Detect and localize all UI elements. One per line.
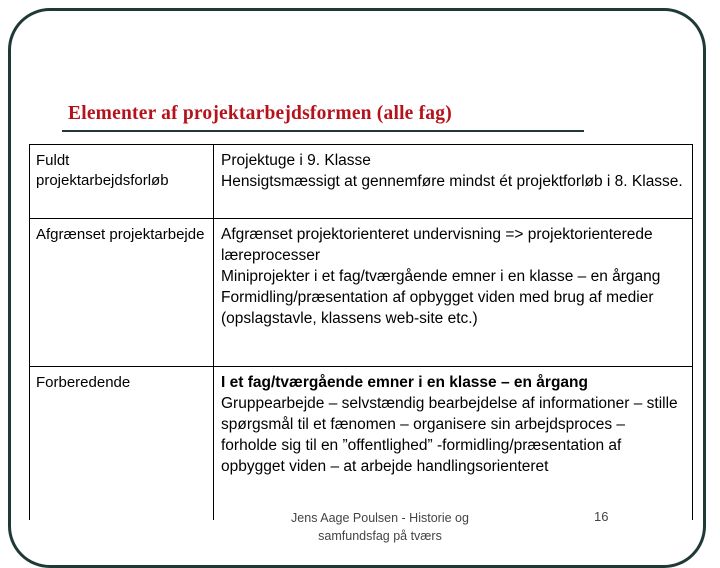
- row-content: [221, 372, 683, 477]
- row-content: [221, 224, 683, 329]
- elements-table: [29, 144, 693, 520]
- page-number: 16: [594, 509, 609, 524]
- table-row: [30, 367, 692, 520]
- column-divider: [213, 145, 214, 218]
- row-label: Fuldt projektarbejdsforløb: [36, 152, 169, 189]
- footer-author: Jens Aage Poulsen - Historie og samfundsfag på tværs: [291, 511, 469, 543]
- table-row: [30, 145, 692, 219]
- content-line: Miniprojekter i et fag/tværgående emner i en klasse – en årgang: [221, 268, 661, 285]
- row-label: Forberedende: [36, 374, 131, 391]
- content-line: Projektuge i 9. Klasse: [221, 152, 371, 169]
- slide-title: Elementer af projektarbejdsformen (alle fag): [68, 103, 452, 124]
- content-line: Gruppearbejde – selvstændig bearbejdelse af informationer – stille spørgsmål til et fænomen – organisere sin arbejdsproces – forholde sig til en ”offentlighed” -formidling/præsentation af opbygget viden – at arbejde handlingsorienteret: [221, 395, 678, 475]
- content-line: Afgrænset projektorienteret undervisning => projektorienterede læreprocesser: [221, 226, 653, 264]
- title-underline: [62, 130, 584, 132]
- content-line: Formidling/præsentation af opbygget viden med brug af medier (opslagstavle, klassens web-site etc.): [221, 289, 654, 327]
- content-line: I et fag/tværgående emner i en klasse – en årgang: [221, 374, 588, 391]
- content-line: Hensigtsmæssigt at gennemføre mindst ét projektforløb i 8. Klasse.: [221, 173, 683, 190]
- table-row: [30, 219, 692, 367]
- column-divider: [213, 367, 214, 520]
- row-label: Afgrænset projektarbejde: [36, 226, 205, 243]
- row-content: [221, 150, 683, 192]
- column-divider: [213, 219, 214, 366]
